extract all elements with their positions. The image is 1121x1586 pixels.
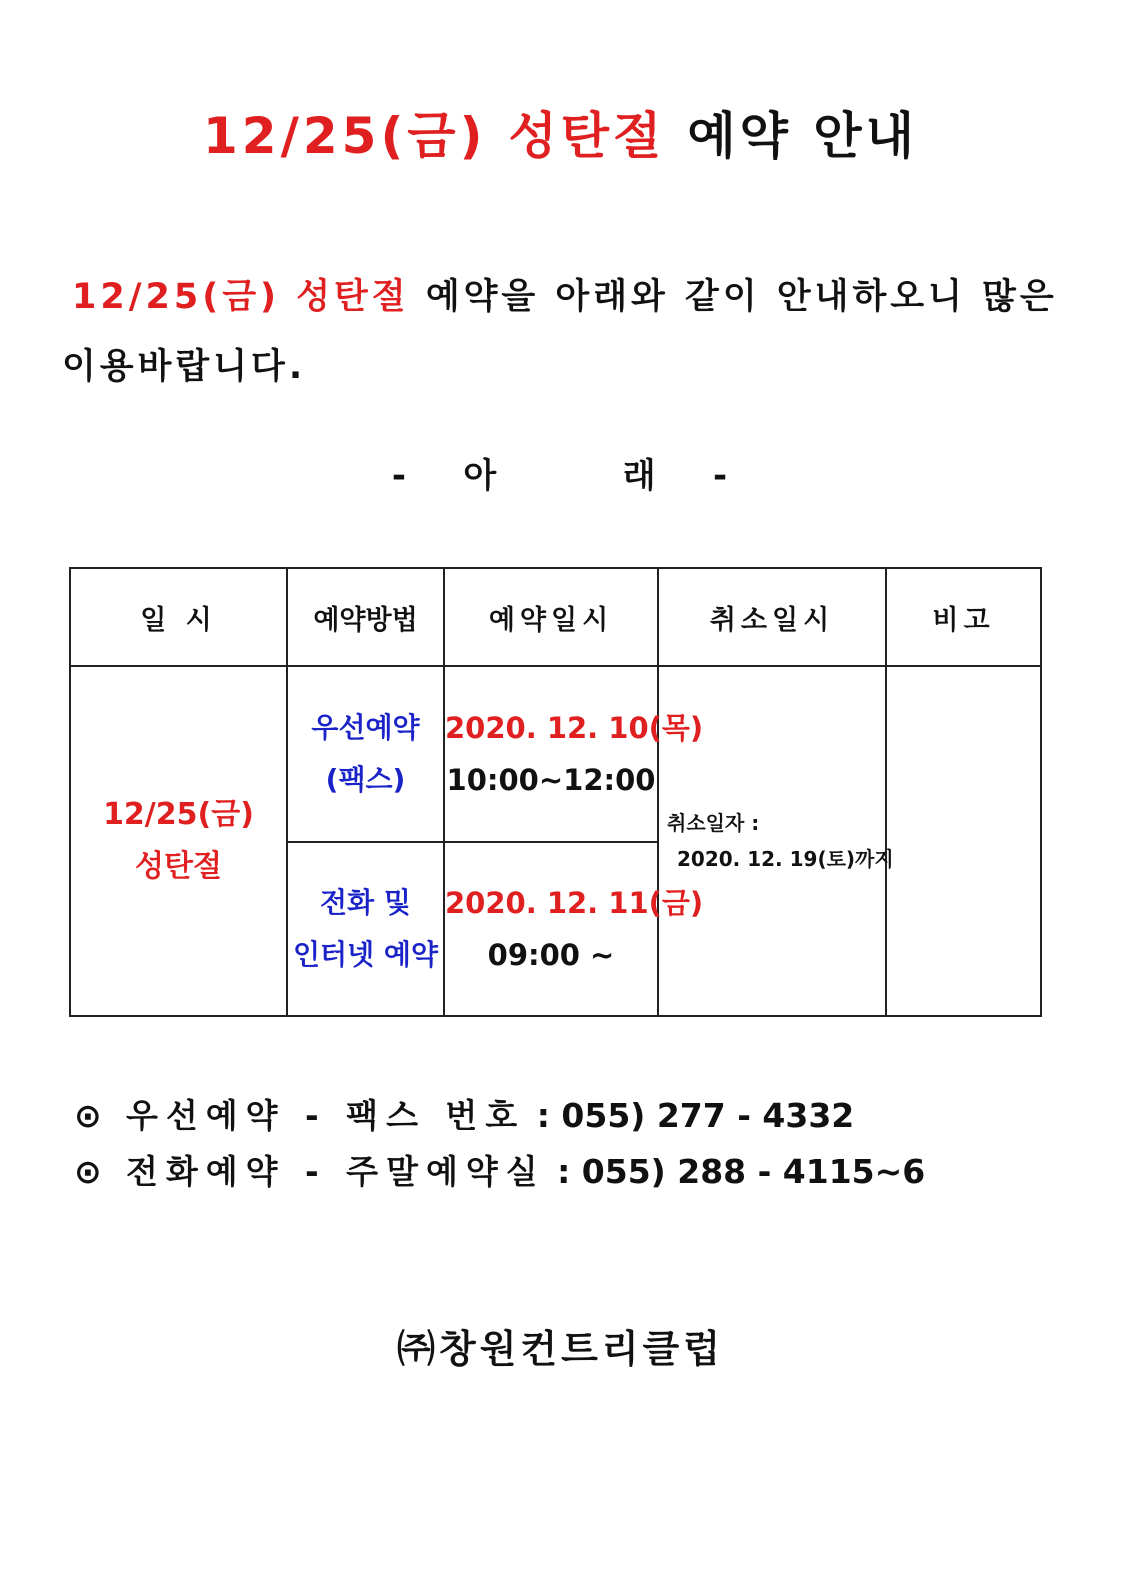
header-method: 예약방법	[287, 568, 444, 666]
event-name: 성탄절	[135, 849, 222, 884]
method-label: 우선예약	[311, 711, 420, 744]
event-date-cell	[70, 666, 287, 1016]
cancel-label: 취소일자 :	[667, 811, 760, 835]
circle-dot-icon: ⊙	[74, 1096, 102, 1135]
title-rest: 예약 안내	[687, 107, 918, 165]
company-name: ㈜창원컨트리클럽	[397, 1327, 724, 1371]
circle-dot-icon: ⊙	[74, 1152, 102, 1191]
intro-event: 성탄절	[296, 277, 410, 317]
contact-separator: :	[557, 1152, 571, 1191]
header-cancel-date: 취소일시	[658, 568, 886, 666]
page-title	[0, 96, 1121, 168]
intro-line-1	[62, 262, 1062, 332]
title-event: 성탄절	[508, 107, 666, 165]
header-note: 비고	[886, 568, 1041, 666]
title-date: 12/25(금)	[203, 107, 487, 165]
reservation-date-cell-priority	[444, 666, 704, 842]
method-sub: (팩스)	[325, 763, 406, 796]
table-row	[70, 666, 1041, 842]
method-sub: 인터넷 예약	[293, 938, 438, 971]
intro-paragraph	[62, 262, 1062, 402]
contact-list	[74, 1088, 925, 1200]
cancel-value: 2020. 12. 19(토)까지	[677, 847, 894, 871]
intro-line-2: 이용바랍니다.	[62, 347, 307, 387]
contact-label: 우선예약 - 팩스 번호	[126, 1096, 526, 1135]
method-label: 전화 및	[320, 886, 411, 919]
table-header-row	[70, 568, 1041, 666]
contact-number: 055) 288 - 4115~6	[581, 1152, 926, 1191]
contact-separator: :	[536, 1096, 550, 1135]
note-cell	[886, 666, 1041, 1016]
intro-date: 12/25(금)	[72, 277, 280, 317]
event-date: 12/25(금)	[103, 797, 254, 832]
contact-label: 전화예약 - 주말예약실	[126, 1152, 546, 1191]
contact-item-phone	[74, 1144, 925, 1200]
header-reservation-date: 예약일시	[444, 568, 658, 666]
reservation-date: 2020. 12. 11(금)	[445, 886, 704, 920]
header-datetime: 일 시	[70, 568, 287, 666]
below-heading: - 아 래 -	[391, 456, 730, 496]
reservation-date-cell-phone	[444, 842, 704, 1016]
intro-text: 예약을 아래와 같이 안내하오니 많은	[425, 277, 1058, 317]
contact-number: 055) 277 - 4332	[561, 1096, 855, 1135]
contact-item-fax	[74, 1088, 925, 1144]
method-cell-phone-internet	[287, 842, 444, 1016]
method-cell-priority	[287, 666, 444, 842]
reservation-time: 09:00 ~	[487, 938, 615, 972]
reservation-date: 2020. 12. 10(목)	[445, 711, 704, 745]
reservation-time: 10:00~12:00	[446, 763, 656, 797]
reservation-table	[69, 567, 1042, 1017]
